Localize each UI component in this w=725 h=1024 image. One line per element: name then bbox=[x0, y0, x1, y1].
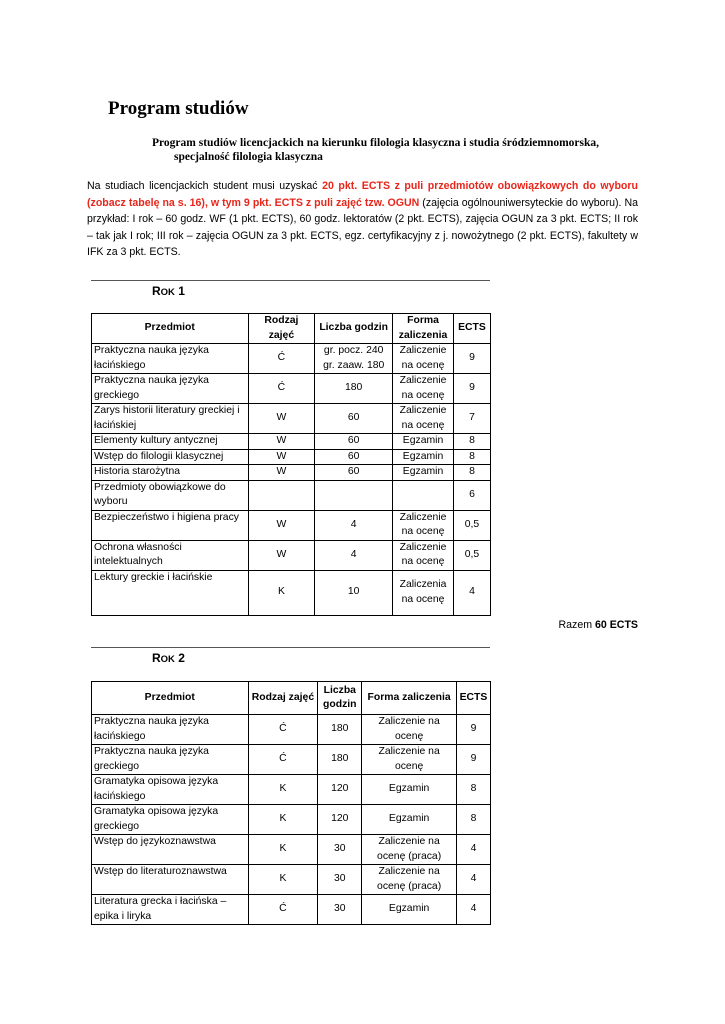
cell-type: Ć bbox=[248, 715, 318, 745]
cell-subject: Gramatyka opisowa języka łacińskiego bbox=[92, 775, 249, 805]
col-header-hours: Liczba godzin bbox=[318, 682, 362, 715]
col-header-subject: Przedmiot bbox=[92, 682, 249, 715]
table-row bbox=[92, 865, 491, 895]
cell-hours: 10 bbox=[315, 570, 393, 615]
cell-form bbox=[393, 480, 454, 510]
cell-hours: 180 bbox=[315, 374, 393, 404]
cell-subject: Przedmioty obowiązkowe do wyboru bbox=[92, 480, 249, 510]
cell-type: K bbox=[248, 775, 318, 805]
cell-hours: 120 bbox=[318, 775, 362, 805]
cell-subject: Bezpieczeństwo i higiena pracy bbox=[92, 510, 249, 540]
cell-hours: 4 bbox=[315, 510, 393, 540]
rok1-total: Razem 60 ECTS bbox=[558, 619, 638, 631]
cell-subject: Historia starożytna bbox=[92, 465, 249, 481]
cell-form: Zaliczenie na ocenę bbox=[393, 404, 454, 434]
subtitle-line-2: specjalność filologia klasyczna bbox=[174, 151, 323, 163]
cell-type: W bbox=[248, 510, 315, 540]
col-header-hours: Liczba godzin bbox=[315, 314, 393, 344]
cell-ects: 9 bbox=[456, 745, 490, 775]
table-row bbox=[92, 805, 491, 835]
cell-form: Egzamin bbox=[393, 434, 454, 450]
program-subtitle bbox=[152, 136, 652, 164]
cell-form: Zaliczenie na ocenę bbox=[362, 715, 457, 745]
cell-hours: 180 bbox=[318, 745, 362, 775]
rok1-table bbox=[91, 313, 491, 616]
cell-ects: 8 bbox=[456, 775, 490, 805]
table-row bbox=[92, 745, 491, 775]
cell-form: Zaliczenie na ocenę bbox=[393, 510, 454, 540]
intro-paragraph bbox=[87, 178, 638, 261]
col-header-type: Rodzaj zajęć bbox=[248, 682, 318, 715]
table-row bbox=[92, 374, 491, 404]
table-row bbox=[92, 404, 491, 434]
cell-hours: 30 bbox=[318, 895, 362, 925]
cell-type: W bbox=[248, 540, 315, 570]
cell-subject: Wstęp do filologii klasycznej bbox=[92, 449, 249, 465]
cell-ects: 9 bbox=[453, 374, 490, 404]
cell-hours: 60 bbox=[315, 449, 393, 465]
col-header-subject: Przedmiot bbox=[92, 314, 249, 344]
cell-subject: Gramatyka opisowa języka greckiego bbox=[92, 805, 249, 835]
cell-subject: Praktyczna nauka języka łacińskiego bbox=[92, 715, 249, 745]
table-row bbox=[92, 449, 491, 465]
cell-subject: Zarys historii literatury greckiej i łacińskiej bbox=[92, 404, 249, 434]
table-header-row bbox=[92, 682, 491, 715]
cell-subject: Praktyczna nauka języka greckiego bbox=[92, 745, 249, 775]
cell-ects: 9 bbox=[456, 715, 490, 745]
cell-hours: 60 bbox=[315, 465, 393, 481]
cell-form: Zaliczenia na ocenę bbox=[393, 570, 454, 615]
col-header-type: Rodzaj zajęć bbox=[248, 314, 315, 344]
cell-form: Egzamin bbox=[362, 775, 457, 805]
cell-type: W bbox=[248, 449, 315, 465]
cell-ects: 8 bbox=[453, 434, 490, 450]
cell-hours: 30 bbox=[318, 835, 362, 865]
cell-type: W bbox=[248, 404, 315, 434]
section-divider-rok2 bbox=[91, 647, 490, 648]
table-row bbox=[92, 835, 491, 865]
cell-subject: Praktyczna nauka języka łacińskiego bbox=[92, 344, 249, 374]
cell-type: Ć bbox=[248, 745, 318, 775]
cell-ects: 4 bbox=[453, 570, 490, 615]
table-row bbox=[92, 775, 491, 805]
cell-hours: gr. pocz. 240 gr. zaaw. 180 bbox=[315, 344, 393, 374]
cell-subject: Elementy kultury antycznej bbox=[92, 434, 249, 450]
cell-form: Zaliczenie na ocenę (praca) bbox=[362, 835, 457, 865]
cell-form: Egzamin bbox=[362, 805, 457, 835]
table-row bbox=[92, 434, 491, 450]
col-header-form: Forma zaliczenia bbox=[393, 314, 454, 344]
cell-type: K bbox=[248, 865, 318, 895]
cell-ects: 0,5 bbox=[453, 540, 490, 570]
rok2-heading: ROK 2 bbox=[152, 651, 185, 665]
cell-type: Ć bbox=[248, 374, 315, 404]
table-header-row bbox=[92, 314, 491, 344]
cell-ects: 6 bbox=[453, 480, 490, 510]
page-title: Program studiów bbox=[108, 98, 249, 119]
table-row bbox=[92, 570, 491, 615]
table-row bbox=[92, 895, 491, 925]
cell-subject: Wstęp do literaturoznawstwa bbox=[92, 865, 249, 895]
cell-form: Zaliczenie na ocenę (praca) bbox=[362, 865, 457, 895]
rok1-heading: ROK 1 bbox=[152, 284, 185, 298]
col-header-ects: ECTS bbox=[453, 314, 490, 344]
col-header-ects: ECTS bbox=[456, 682, 490, 715]
cell-hours: 60 bbox=[315, 434, 393, 450]
cell-ects: 9 bbox=[453, 344, 490, 374]
cell-form: Egzamin bbox=[362, 895, 457, 925]
subtitle-line-1: Program studiów licencjackich na kierunku filologia klasyczna i studia śródziemnomorska, bbox=[152, 137, 600, 149]
table-row bbox=[92, 465, 491, 481]
cell-type: Ć bbox=[248, 895, 318, 925]
cell-form: Zaliczenie na ocenę bbox=[393, 344, 454, 374]
table-row bbox=[92, 510, 491, 540]
cell-ects: 8 bbox=[453, 465, 490, 481]
table-row bbox=[92, 540, 491, 570]
intro-text-1: Na studiach licencjackich student musi uzyskać bbox=[87, 180, 323, 192]
table-row bbox=[92, 480, 491, 510]
cell-subject: Lektury greckie i łacińskie bbox=[92, 570, 249, 615]
table-row bbox=[92, 715, 491, 745]
cell-ects: 4 bbox=[456, 835, 490, 865]
cell-subject: Praktyczna nauka języka greckiego bbox=[92, 374, 249, 404]
section-divider-rok1 bbox=[91, 280, 490, 281]
cell-type: Ć bbox=[248, 344, 315, 374]
cell-hours: 180 bbox=[318, 715, 362, 745]
cell-subject: Wstęp do językoznawstwa bbox=[92, 835, 249, 865]
cell-ects: 0,5 bbox=[453, 510, 490, 540]
cell-form: Egzamin bbox=[393, 465, 454, 481]
cell-ects: 4 bbox=[456, 895, 490, 925]
cell-type: K bbox=[248, 835, 318, 865]
cell-ects: 4 bbox=[456, 865, 490, 895]
table-row bbox=[92, 344, 491, 374]
cell-hours: 120 bbox=[318, 805, 362, 835]
cell-form: Zaliczenie na ocenę bbox=[362, 745, 457, 775]
cell-type bbox=[248, 480, 315, 510]
col-header-form: Forma zaliczenia bbox=[362, 682, 457, 715]
cell-type: W bbox=[248, 434, 315, 450]
cell-type: K bbox=[248, 570, 315, 615]
cell-ects: 7 bbox=[453, 404, 490, 434]
cell-type: K bbox=[248, 805, 318, 835]
cell-subject: Literatura grecka i łacińska – epika i liryka bbox=[92, 895, 249, 925]
cell-subject: Ochrona własności intelektualnych bbox=[92, 540, 249, 570]
cell-type: W bbox=[248, 465, 315, 481]
cell-hours: 60 bbox=[315, 404, 393, 434]
cell-hours: 4 bbox=[315, 540, 393, 570]
intro-text-2: (zajęcia ogólnouniwersyteckie do wyboru). Na przykład: I rok – 60 godz. WF (1 pkt. ECTS), 60 godz. lektoratów (2 pkt. ECTS), zajęcia OGUN za 3 pkt. ECTS; II rok – tak jak I rok; III rok – zajęcia OGUN za 3 pkt. ECTS, egz. certyfikacyjny z j. nowożytnego (2 pkt. ECTS), fakultety w IFK za 3 pkt. ECTS. bbox=[87, 196, 638, 258]
cell-form: Zaliczenie na ocenę bbox=[393, 540, 454, 570]
rok2-table bbox=[91, 681, 491, 925]
cell-hours: 30 bbox=[318, 865, 362, 895]
cell-form: Zaliczenie na ocenę bbox=[393, 374, 454, 404]
intro-highlight: 20 pkt. ECTS z puli przedmiotów obowiązkowych do wyboru (zobacz tabelę na s. 16), w tym 9 pkt. ECTS z puli zajęć tzw. OGUN bbox=[87, 180, 638, 209]
cell-form: Egzamin bbox=[393, 449, 454, 465]
cell-hours bbox=[315, 480, 393, 510]
cell-ects: 8 bbox=[453, 449, 490, 465]
cell-ects: 8 bbox=[456, 805, 490, 835]
